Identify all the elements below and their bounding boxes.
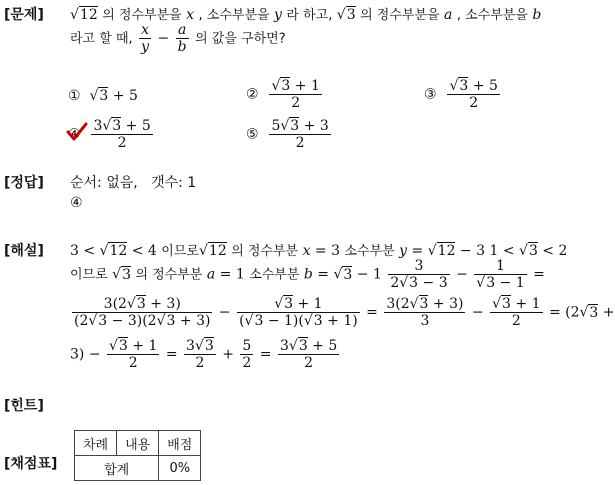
check-mark-icon [66,122,88,142]
explanation-line-4: 3) − $\frac{√3 + 1}{2}$ = $\frac{3√3}{2}$ + $\frac{5}{2}$ = $\frac{3√3 + 5}{2}$ [70,338,338,372]
choice-5[interactable]: ⑤ $\frac{5√3 + 3}{2}$ [246,118,329,152]
score-table-total-value: 0% [159,456,201,481]
choice-1[interactable]: ① √3 + 5 [68,88,138,104]
problem-line-2: 라고 할 때, $\frac{x}{y}$ − $\frac{a}{b}$ 의 값을 구하면? [70,22,286,56]
score-table-header-content: 내용 [117,431,159,456]
answer-mark: ④ [70,195,83,211]
problem-line-1: √12 의 정수부분을 x , 소수부분을 y 라 하고, √3 의 정수부분을 a , 소수부분을 b [70,7,542,23]
explanation-line-3: $\frac{3(2√3 + 3)}{(2√3 - 3)(2√3 + 3)}$ − $\frac{√3 + 1}{(√3 - 1)(√3 + 1)}$ = $\frac{3(2√3 + 3)}{3}$ − $\frac{√3 + 1}{2}$ = (2√3 + [74,296,615,330]
score-table-total-label: 합계 [75,456,159,481]
explanation-line-2: 이므로 √3 의 정수부분 a = 1 소수부분 b = √3 − 1 $\frac{3}{2√3 - 3}$ − $\frac{1}{√3 - 1}$ = [70,258,545,292]
hint-label: [힌트] [4,398,44,414]
explanation-label: [해설] [4,243,44,259]
score-table-header-points: 배점 [159,431,201,456]
answer-label: [정답] [4,175,44,191]
score-table-header-order: 차례 [75,431,117,456]
choice-2[interactable]: ② $\frac{√3 + 1}{2}$ [246,78,320,112]
answer-text: 순서: 없음, 갯수: 1 [70,175,197,191]
score-table [74,430,201,481]
problem-label: [문제] [4,7,44,23]
score-table-label: [채점표] [4,456,58,472]
choice-3[interactable]: ③ $\frac{√3 + 5}{2}$ [424,78,498,112]
choice-4[interactable]: ④ $\frac{3√3 + 5}{2}$ [68,118,151,152]
explanation-line-1: 3 < √12 < 4 이므로√12 의 정수부분 x = 3 소수부분 y = √12 − 3 1 < √3 < 2 [70,243,568,259]
